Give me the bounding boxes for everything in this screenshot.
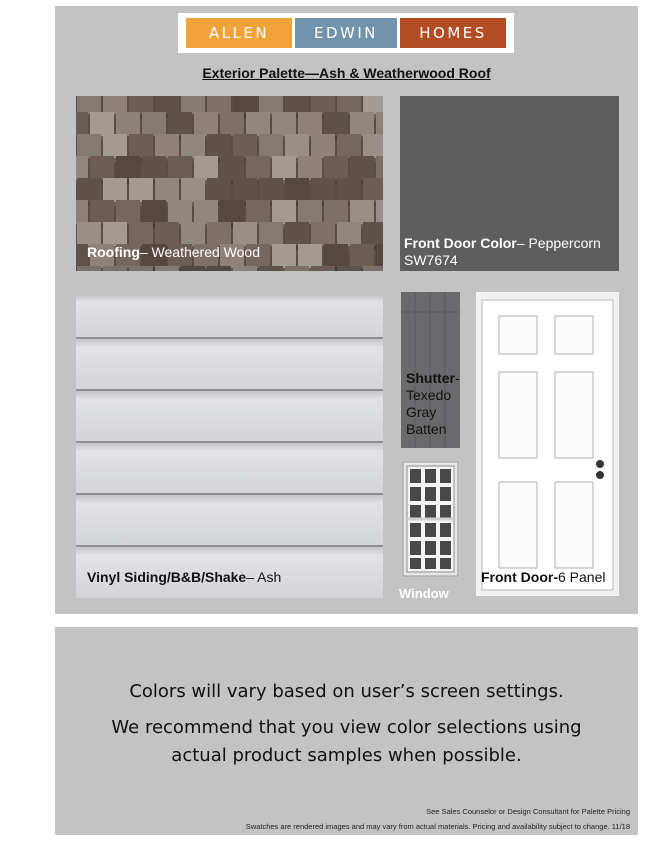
recommendation-line-2: actual product samples when possible. <box>171 745 522 766</box>
logo-segment-edwin: EDWIN <box>295 18 397 48</box>
front-door-label: Front Door-6 Panel <box>481 569 606 585</box>
allen-edwin-homes-logo <box>178 13 514 53</box>
front-door-color-swatch <box>400 96 619 271</box>
window-swatch <box>401 460 460 578</box>
roofing-swatch <box>76 96 383 271</box>
shutter-swatch <box>401 292 460 448</box>
six-panel-door-icon <box>476 292 619 596</box>
window-icon <box>401 460 460 578</box>
page-title: Exterior Palette—Ash & Weatherwood Roof <box>202 65 491 81</box>
recommendation-line-1: We recommend that you view color selections using <box>111 717 582 738</box>
roofing-label: Roofing– Weathered Wood <box>87 244 260 260</box>
logo-segment-homes: HOMES <box>400 18 506 48</box>
front-door-color-label: Front Door Color– Peppercorn SW7674 <box>404 235 601 268</box>
front-door-swatch <box>476 292 619 596</box>
color-code: SW7674 <box>404 252 458 268</box>
siding-texture <box>76 294 383 598</box>
shutter-label: Shutter- Texedo Gray Batten <box>406 370 460 437</box>
siding-label: Vinyl Siding/B&B/Shake– Ash <box>87 569 282 585</box>
disclaimer: Swatches are rendered images and may vary from actual materials. Pricing and availability subject to change. 11/18 <box>245 822 630 831</box>
screen-settings-note: Colors will vary based on user’s screen settings. <box>129 681 564 702</box>
logo-segment-allen: ALLEN <box>186 18 292 48</box>
pricing-note: See Sales Counselor or Design Consultant for Palette Pricing <box>426 807 630 816</box>
vinyl-siding-swatch <box>76 294 383 598</box>
window-label: Window <box>399 586 449 601</box>
